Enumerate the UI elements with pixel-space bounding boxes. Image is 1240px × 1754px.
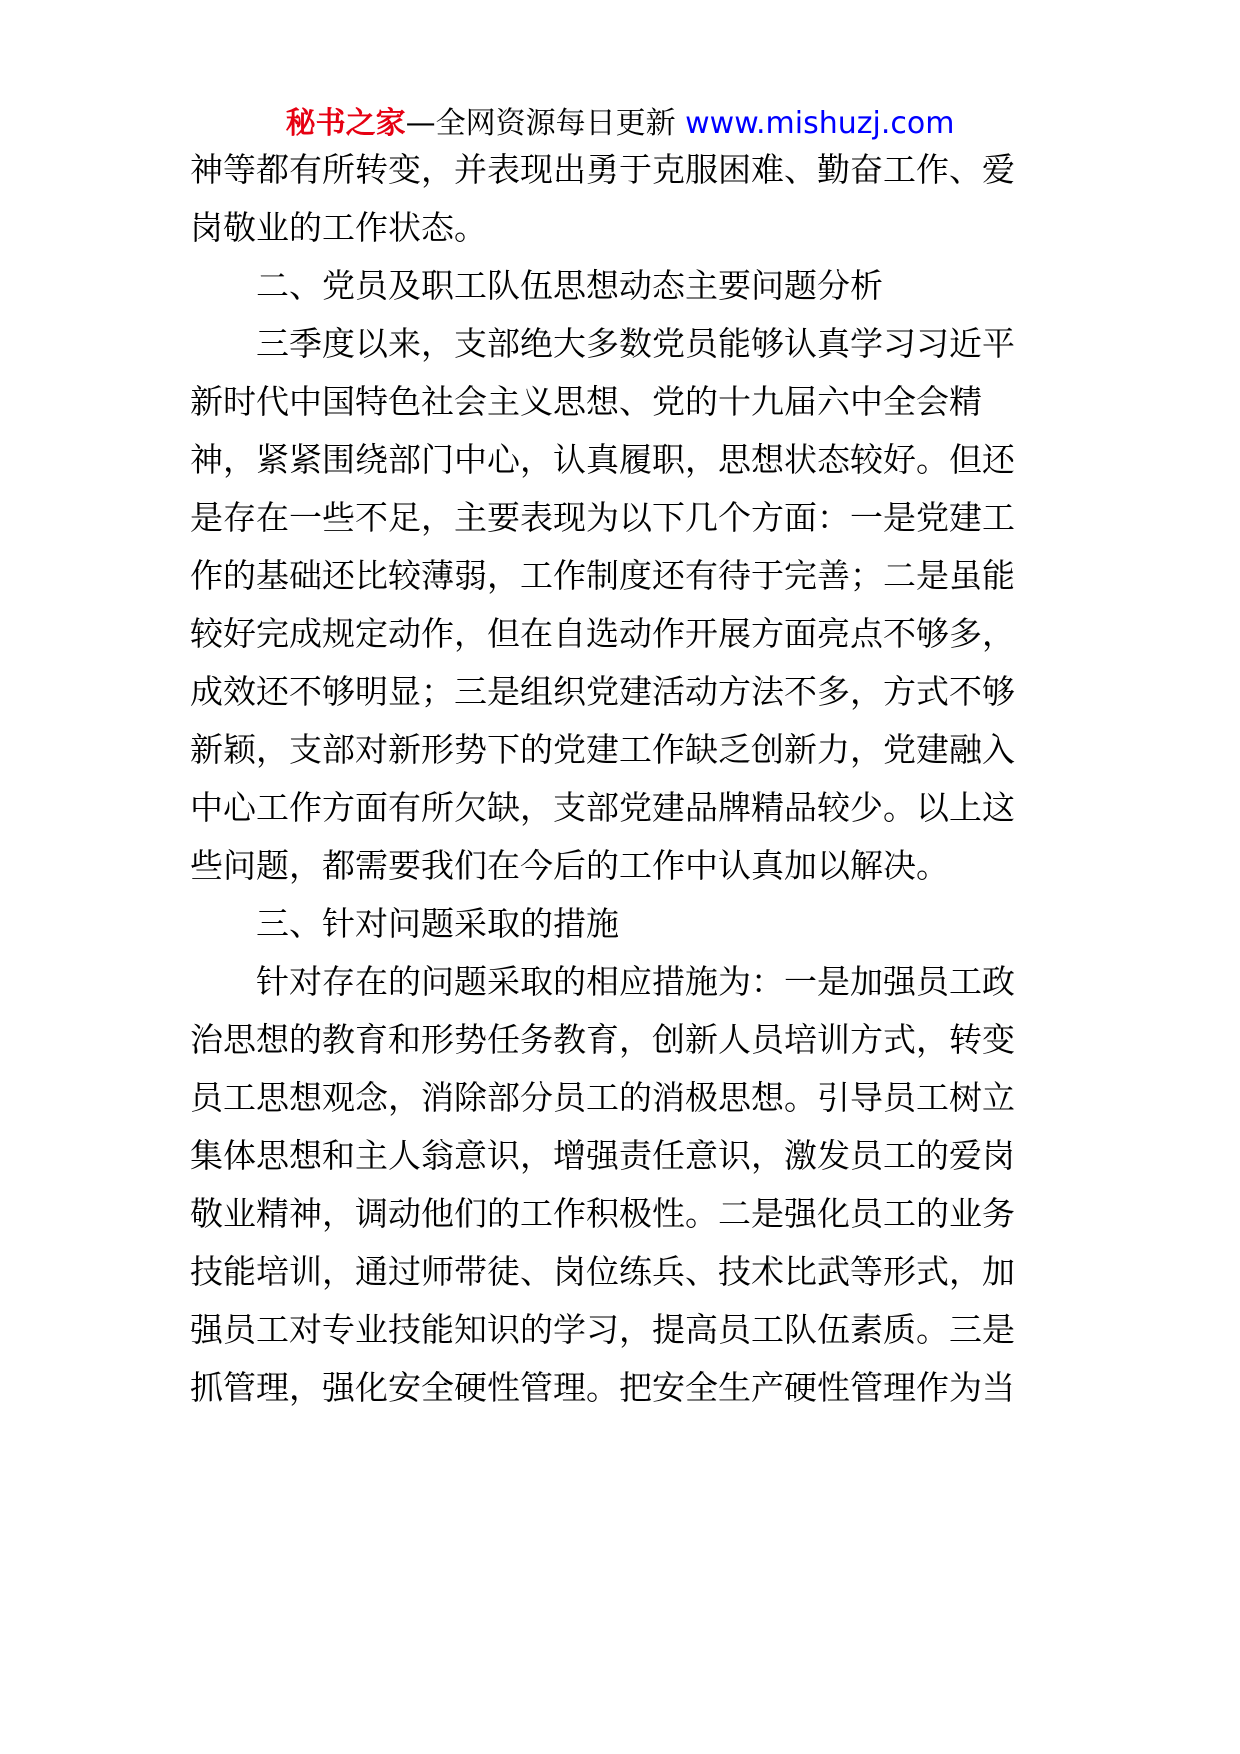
text-line: 神等都有所转变，并表现出勇于克服困难、勤奋工作、爱 bbox=[190, 150, 1015, 189]
site-brand: 秘书之家 bbox=[285, 106, 406, 141]
site-header bbox=[0, 102, 1240, 146]
text-line: 强员工对专业技能知识的学习，提高员工队伍素质。三是 bbox=[190, 1310, 1015, 1349]
section-heading: 三、针对问题采取的措施 bbox=[190, 904, 619, 943]
text-line: 三季度以来，支部绝大多数党员能够认真学习习近平 bbox=[190, 324, 1015, 363]
text-line: 较好完成规定动作，但在自选动作开展方面亮点不够多， bbox=[190, 614, 1015, 653]
text-line: 成效还不够明显；三是组织党建活动方法不多，方式不够 bbox=[190, 672, 1015, 711]
text-line: 作的基础还比较薄弱，工作制度还有待于完善；二是虽能 bbox=[190, 556, 1015, 595]
text-line: 抓管理，强化安全硬性管理。把安全生产硬性管理作为当 bbox=[190, 1368, 1015, 1407]
text-line: 员工思想观念，消除部分员工的消极思想。引导员工树立 bbox=[190, 1078, 1015, 1117]
text-line: 针对存在的问题采取的相应措施为：一是加强员工政 bbox=[190, 962, 1015, 1001]
text-line: 敬业精神，调动他们的工作积极性。二是强化员工的业务 bbox=[190, 1194, 1015, 1233]
text-line: 集体思想和主人翁意识，增强责任意识，激发员工的爱岗 bbox=[190, 1136, 1015, 1175]
section-heading: 二、党员及职工队伍思想动态主要问题分析 bbox=[190, 266, 883, 305]
text-line: 神，紧紧围绕部门中心，认真履职，思想状态较好。但还 bbox=[190, 440, 1015, 479]
text-line: 是存在一些不足，主要表现为以下几个方面：一是党建工 bbox=[190, 498, 1015, 537]
text-line: 新颖，支部对新形势下的党建工作缺乏创新力，党建融入 bbox=[190, 730, 1015, 769]
text-line: 中心工作方面有所欠缺，支部党建品牌精品较少。以上这 bbox=[190, 788, 1015, 827]
text-line: 岗敬业的工作状态。 bbox=[190, 208, 487, 247]
text-line: 技能培训，通过师带徒、岗位练兵、技术比武等形式，加 bbox=[190, 1252, 1015, 1291]
text-line: 治思想的教育和形势任务教育，创新人员培训方式，转变 bbox=[190, 1020, 1015, 1059]
text-line: 些问题，都需要我们在今后的工作中认真加以解决。 bbox=[190, 846, 949, 885]
text-line: 新时代中国特色社会主义思想、党的十九届六中全会精 bbox=[190, 382, 982, 421]
site-tagline: —全网资源每日更新 bbox=[405, 106, 686, 141]
site-url-link[interactable]: www.mishuzj.com bbox=[685, 106, 955, 141]
